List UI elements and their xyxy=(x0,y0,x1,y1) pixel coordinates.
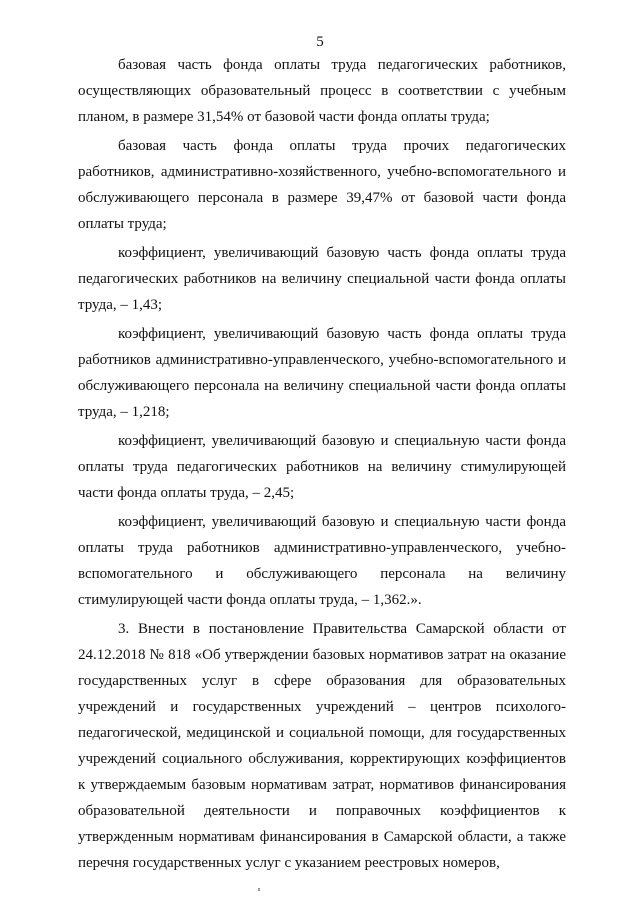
paragraph-coef-ped-stimulating: коэффициент, увеличивающий базовую и специальную части фонда оплаты труда педагогических работников на величину стимулирующей части фонда оплаты труда, – 2,45; xyxy=(78,433,566,501)
document-body xyxy=(78,52,566,876)
paragraph-base-other-share: базовая часть фонда оплаты труда прочих педагогических работников, административно-хозяйственного, учебно-вспомогательного и обслуживающего персонала в размере 39,47% от базовой части фонда оплаты труда; xyxy=(78,138,566,232)
page-number: 5 xyxy=(316,34,324,50)
paragraph-coef-admin-stimulating: коэффициент, увеличивающий базовую и специальную части фонда оплаты труда работников административно-управленческого, учебно-вспомогательного и обслуживающего персонала на величину стимулирующей части фонда оплаты труда, – 1,362.». xyxy=(78,514,566,608)
paragraph-base-ped-share: базовая часть фонда оплаты труда педагогических работников, осуществляющих образовательный процесс в соответствии с учебным планом, в размере 31,54% от базовой части фонда оплаты труда; xyxy=(78,57,566,125)
paragraph-coef-ped-special: коэффициент, увеличивающий базовую часть фонда оплаты труда педагогических работников на величину специальной части фонда оплаты труда, – 1,43; xyxy=(78,245,566,313)
scan-artifact xyxy=(258,888,260,891)
paragraph-item-3: 3. Внести в постановление Правительства Самарской области от 24.12.2018 № 818 «Об утверждении базовых нормативов затрат на оказание государственных услуг в сфере образования для образовательных учреждений и государственных учреждений – центров психолого-педагогической, медицинской и социальной помощи, для государственных учреждений социального обслуживания, корректирующих коэффициентов к утверждаемым базовым нормативам затрат, нормативов финансирования образовательной деятельности и поправочных коэффициентов к утвержденным нормативам финансирования в Самарской области, а также перечня государственных услуг с указанием реестровых номеров, xyxy=(78,621,566,871)
paragraph-coef-admin-special: коэффициент, увеличивающий базовую часть фонда оплаты труда работников административно-управленческого, учебно-вспомогательного и обслуживающего персонала на величину специальной части фонда оплаты труда, – 1,218; xyxy=(78,326,566,420)
